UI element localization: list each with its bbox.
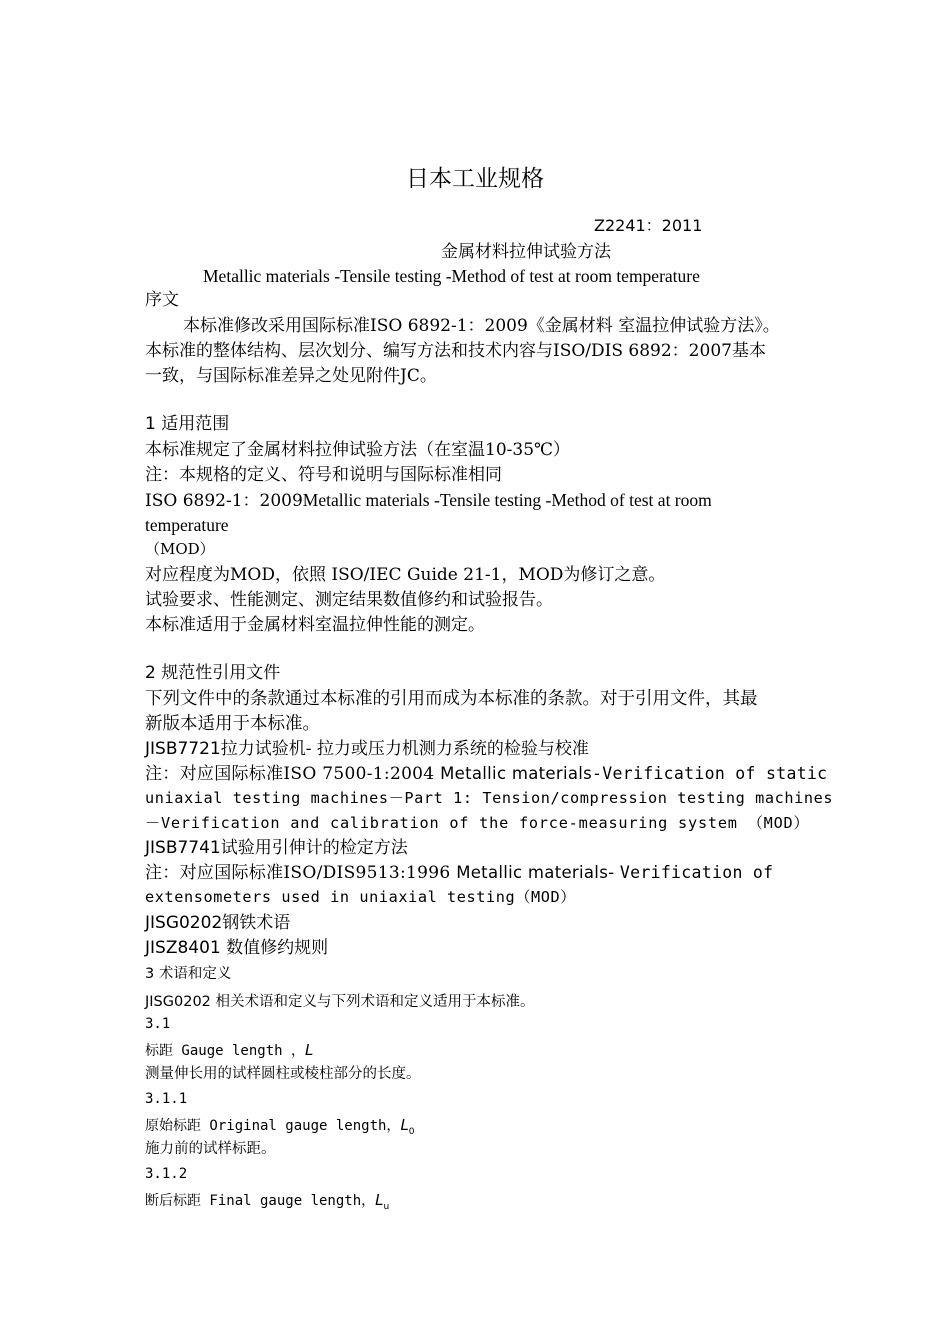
section-3-heading: 3 术语和定义 [145, 966, 232, 982]
section-1-iso-reference [145, 490, 712, 511]
section-1-mod: （MOD） [145, 540, 215, 558]
section-2-intro: 下列文件中的条款通过本标准的引用而成为本标准的条款。对于引用文件，其最 [145, 689, 758, 709]
term-symbol: L [305, 1041, 314, 1059]
term-number: 3.1.2 [145, 1166, 188, 1182]
reference-code: JISB7741 [145, 838, 221, 858]
standard-code: Z2241：2011 [594, 216, 703, 235]
preface-line: 本标准修改采用国际标准ISO 6892-1：2009《金属材料 室温拉伸试验方法》。 [183, 316, 780, 336]
intro-text: 相关术语和定义与下列术语和定义适用于本标准。 [215, 994, 535, 1010]
reference-note: uniaxial testing machines－Part 1: Tension/compression testing machines [145, 789, 834, 807]
note-text: Metallic materials- [456, 863, 620, 882]
term-symbol-subscript: u [383, 1202, 390, 1212]
term-heading [145, 1041, 313, 1060]
reference-title: 拉力试验机- 拉力或压力机测力系统的检验与校准 [220, 739, 589, 759]
reference-title: 钢铁术语 [222, 913, 291, 933]
reference-note: extensometers used in uniaxial testing（MOD） [145, 888, 577, 906]
preface-line: 一致，与国际标准差异之处见附件JC。 [145, 366, 437, 386]
section-1-text: 试验要求、性能测定、测定结果数值修约和试验报告。 [145, 590, 553, 610]
term-heading [145, 1116, 415, 1138]
reference-item [145, 838, 408, 858]
term-number: 3.1.1 [145, 1091, 188, 1107]
reference-code: JISB7721 [145, 739, 221, 759]
term-number: 3.1 [145, 1016, 171, 1032]
section-1-note: 注：本规格的定义、符号和说明与国际标准相同 [145, 465, 502, 485]
reference-note [145, 764, 827, 784]
subtitle-english: Metallic materials -Tensile testing -Method of test at room temperature [203, 266, 700, 286]
note-text: 注：对应国际标准ISO 7500-1:2004 [145, 764, 441, 784]
subtitle-chinese: 金属材料拉伸试验方法 [441, 242, 611, 262]
term-label: 断后标距 Final gauge length， [145, 1193, 376, 1209]
intro-code: JISG0202 [145, 994, 216, 1010]
section-2-intro: 新版本适用于本标准。 [145, 714, 320, 734]
document-title: 日本工业规格 [406, 166, 544, 192]
reference-note: －Verification and calibration of the force-measuring system （MOD） [145, 814, 810, 832]
reference-title: 数值修约规则 [226, 938, 329, 958]
section-1-text: 对应程度为MOD，依照 ISO/IEC Guide 21-1，MOD为修订之意。 [145, 565, 666, 585]
reference-code: JISG0202 [145, 913, 223, 933]
section-1-iso-title-cont: temperature [145, 515, 229, 535]
section-3-intro [145, 991, 535, 1011]
term-heading [145, 1191, 389, 1213]
preface-line: 本标准的整体结构、层次划分、编写方法和技术内容与ISO/DIS 6892：2007基本 [145, 341, 766, 361]
reference-code: JISZ8401 [145, 938, 227, 958]
reference-note [145, 863, 773, 883]
preface-heading: 序文 [145, 290, 179, 310]
iso-code: ISO 6892-1：2009 [145, 491, 303, 511]
section-1-text: 本标准适用于金属材料室温拉伸性能的测定。 [145, 615, 485, 635]
term-label: 原始标距 Original gauge length， [145, 1118, 401, 1134]
term-symbol: L [400, 1116, 409, 1134]
reference-item [145, 913, 290, 933]
note-text: Metallic materials [440, 764, 593, 783]
iso-title-en: Metallic materials -Tensile testing -Method of test at room [302, 490, 712, 510]
note-text: Verification of [619, 863, 774, 882]
reference-item [145, 739, 589, 759]
note-text: -Verification of static [592, 764, 828, 783]
note-text: 注：对应国际标准ISO/DIS9513:1996 [145, 863, 457, 883]
term-symbol: L [375, 1191, 384, 1209]
reference-item [145, 938, 328, 958]
reference-title: 试验用引伸计的检定方法 [220, 838, 408, 858]
section-2-heading: 2 规范性引用文件 [145, 663, 281, 683]
term-definition: 施力前的试样标距。 [145, 1141, 276, 1157]
section-1-heading: 1 适用范围 [145, 414, 230, 434]
section-1-text: 本标准规定了金属材料拉伸试验方法（在室温10-35℃） [145, 440, 571, 460]
term-definition: 测量伸长用的试样圆柱或棱柱部分的长度。 [145, 1066, 421, 1082]
term-label: 标距 Gauge length ， [145, 1043, 306, 1059]
term-symbol-subscript: 0 [408, 1127, 415, 1137]
